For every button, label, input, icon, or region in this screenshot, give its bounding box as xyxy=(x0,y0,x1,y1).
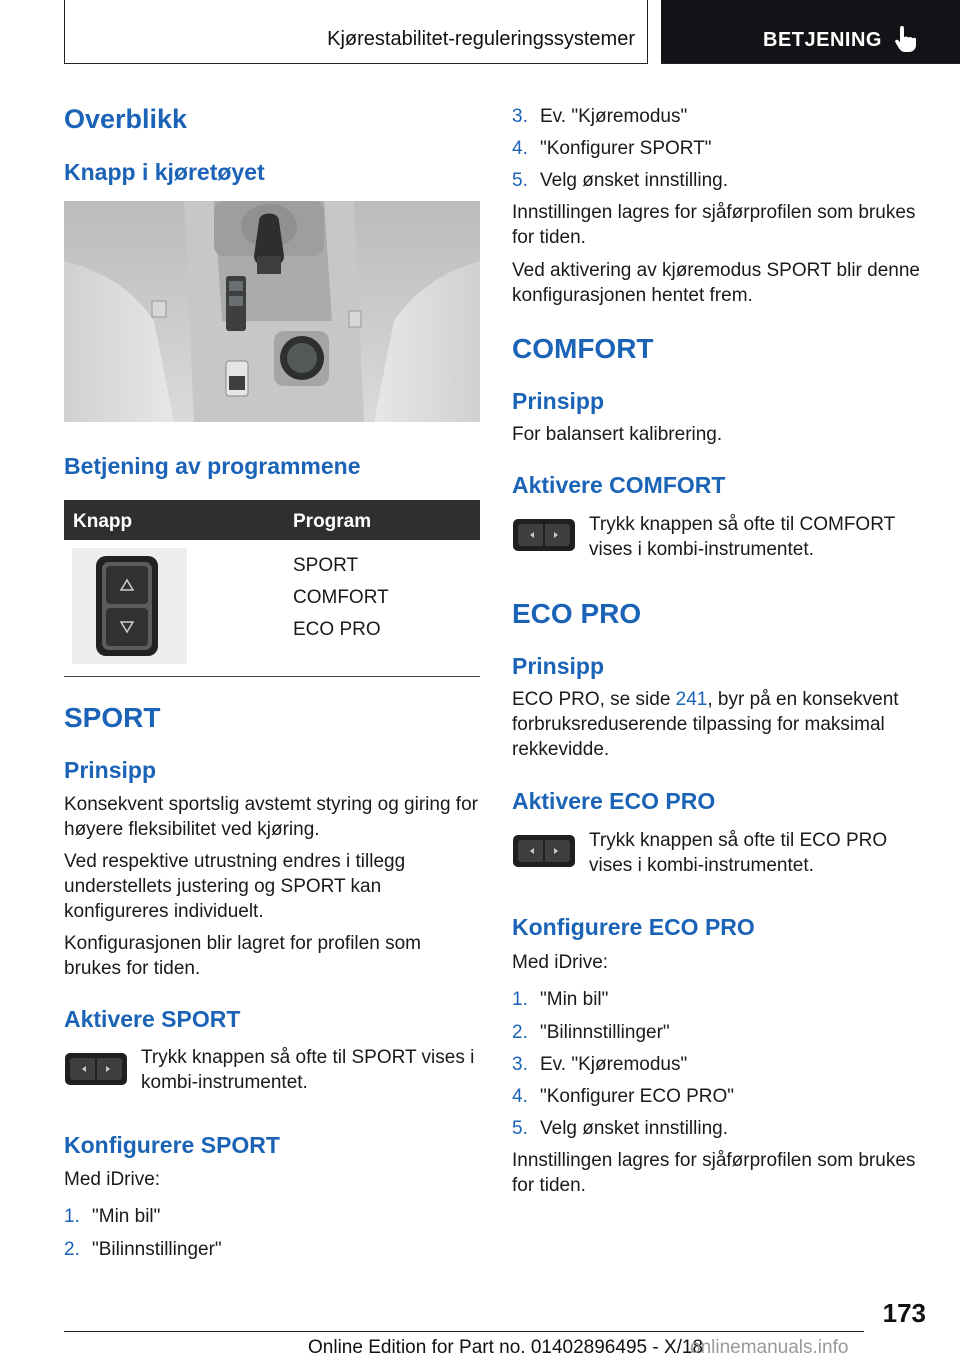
sport-config-saved-text: Konfigurasjonen blir lagret for profilen som brukes for tiden. xyxy=(64,933,421,979)
sport-principle-text: Konsekvent sportslig avstemt styring og giring for høyere fleksibilitet ved kjøring. xyxy=(64,794,478,840)
sport-with-idrive: Med iDrive: xyxy=(64,1169,161,1190)
footer-divider xyxy=(64,1331,864,1332)
program-list xyxy=(293,550,389,646)
pointing-hand-icon xyxy=(891,24,921,54)
eco-pro-saved-text: Innstillingen lagres for sjåførprofilen som brukes for tiden. xyxy=(512,1150,916,1196)
activate-comfort-text: Trykk knappen så ofte til COMFORT vises i kombi-instrumentet. xyxy=(589,514,895,560)
heading-activate-eco-pro: Aktivere ECO PRO xyxy=(512,788,716,814)
heading-eco-pro-principle: Prinsipp xyxy=(512,653,605,679)
list-item: 5. Velg ønsket innstilling. xyxy=(512,1118,728,1139)
activate-eco-pro-text: Trykk knappen så ofte til ECO PRO vises i kombi-instrumentet. xyxy=(589,830,888,876)
program-comfort: COMFORT xyxy=(293,587,389,608)
heading-overview: Overblikk xyxy=(64,104,188,134)
sport-saved-text: Innstillingen lagres for sjåførprofilen som brukes for tiden. xyxy=(512,202,916,248)
list-item: 4. "Konfigurer ECO PRO" xyxy=(512,1086,735,1107)
program-table xyxy=(64,500,480,677)
sport-recall-text: Ved aktivering av kjøremodus SPORT blir denne konfigurasjonen hentet frem. xyxy=(512,260,920,306)
header-section-box xyxy=(661,0,960,64)
eco-pro-principle-text: ECO PRO, se side 241, byr på en konsekvent forbruksreduserende tilpassing for maksimal rekkevidde. xyxy=(512,689,899,760)
mode-button-icon xyxy=(64,1052,128,1086)
comfort-principle-text: For balansert kalibrering. xyxy=(512,424,723,445)
watermark-text: onlinemanuals.info xyxy=(690,1337,849,1358)
page-reference-link[interactable]: 241 xyxy=(675,689,708,710)
eco-pro-with-idrive: Med iDrive: xyxy=(512,952,609,973)
chapter-title: Kjørestabilitet-reguleringssystemer xyxy=(327,28,635,50)
heading-activate-sport: Aktivere SPORT xyxy=(64,1006,241,1032)
column-header-program: Program xyxy=(293,511,372,532)
list-item: 1. "Min bil" xyxy=(512,989,609,1010)
header-chapter-box xyxy=(64,0,648,64)
table-row xyxy=(64,540,480,677)
list-item: 2. "Bilinnstillinger" xyxy=(512,1022,670,1043)
column-header-button: Knapp xyxy=(73,511,133,532)
edition-text: Online Edition for Part no. 01402896495 - X/18 xyxy=(308,1337,704,1358)
activate-sport-text: Trykk knappen så ofte til SPORT vises i kombi-instrumentet. xyxy=(141,1047,475,1093)
list-item: 5. Velg ønsket innstilling. xyxy=(512,170,728,191)
heading-configure-eco-pro: Konfigurere ECO PRO xyxy=(512,914,755,940)
heading-sport: SPORT xyxy=(64,702,161,733)
list-item: 3. Ev. "Kjøremodus" xyxy=(512,106,688,127)
heading-comfort-principle: Prinsipp xyxy=(512,388,605,414)
rocker-switch-image xyxy=(72,548,187,664)
heading-sport-principle: Prinsipp xyxy=(64,757,157,783)
heading-configure-sport: Konfigurere SPORT xyxy=(64,1132,280,1158)
vehicle-console-photo xyxy=(64,201,480,422)
heading-eco-pro: ECO PRO xyxy=(512,598,642,629)
section-title: BETJENING xyxy=(763,29,882,51)
sport-equipment-text: Ved respektive utrustning endres i tillegg understellets justering og SPORT kan konfigureres individuelt. xyxy=(64,851,406,922)
program-eco-pro: ECO PRO xyxy=(293,619,381,640)
list-item: 2. "Bilinnstillinger" xyxy=(64,1239,222,1260)
mode-button-icon xyxy=(512,518,576,552)
program-sport: SPORT xyxy=(293,555,359,576)
heading-operating-programs: Betjening av programmene xyxy=(64,453,361,479)
heading-button-in-vehicle: Knapp i kjøretøyet xyxy=(64,159,265,185)
table-header xyxy=(64,500,480,540)
list-item: 4. "Konfigurer SPORT" xyxy=(512,138,712,159)
heading-comfort: COMFORT xyxy=(512,333,654,364)
list-item: 1. "Min bil" xyxy=(64,1206,161,1227)
heading-activate-comfort: Aktivere COMFORT xyxy=(512,472,726,498)
page-number: 173 xyxy=(882,1298,926,1328)
list-item: 3. Ev. "Kjøremodus" xyxy=(512,1054,688,1075)
mode-button-icon xyxy=(512,834,576,868)
